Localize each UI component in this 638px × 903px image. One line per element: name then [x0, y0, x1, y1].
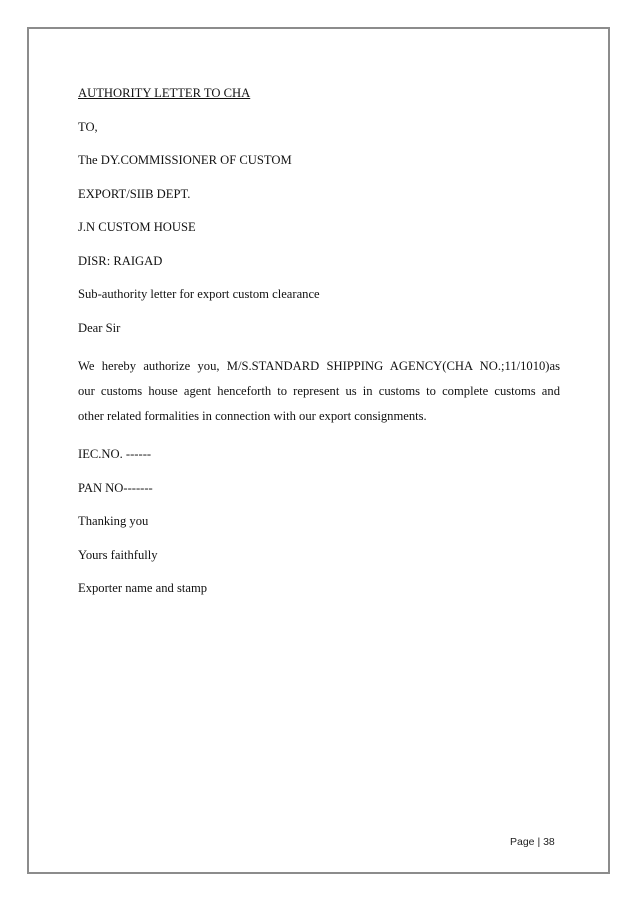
- department: EXPORT/SIIB DEPT.: [78, 186, 191, 201]
- salutation: Dear Sir: [78, 320, 121, 335]
- subject-line: Sub-authority letter for export custom clearance: [78, 287, 320, 301]
- iec-number: IEC.NO. ------: [78, 447, 152, 461]
- authorization-line-3: other related formalities in connection with our export consignments.: [78, 409, 427, 423]
- authorization-line-2: our customs house agent henceforth to represent us in customs to complete customs and: [78, 384, 560, 398]
- recipient-to: TO,: [78, 119, 98, 134]
- sign-off: Yours faithfully: [78, 547, 158, 562]
- authorization-paragraph: [78, 354, 560, 429]
- closing-thanks: Thanking you: [78, 514, 149, 528]
- addressee: The DY.COMMISSIONER OF CUSTOM: [78, 153, 292, 167]
- pan-number: PAN NO-------: [78, 480, 153, 495]
- letter-title: AUTHORITY LETTER TO CHA: [78, 86, 251, 100]
- office: J.N CUSTOM HOUSE: [78, 220, 196, 234]
- district: DISR: RAIGAD: [78, 253, 163, 268]
- authorization-line-1: We hereby authorize you, M/S.STANDARD SHIPPING AGENCY(CHA NO.;11/1010)as: [78, 359, 560, 373]
- signature-line: Exporter name and stamp: [78, 581, 208, 595]
- letter-body: [78, 86, 560, 615]
- page-number: Page | 38: [510, 836, 555, 848]
